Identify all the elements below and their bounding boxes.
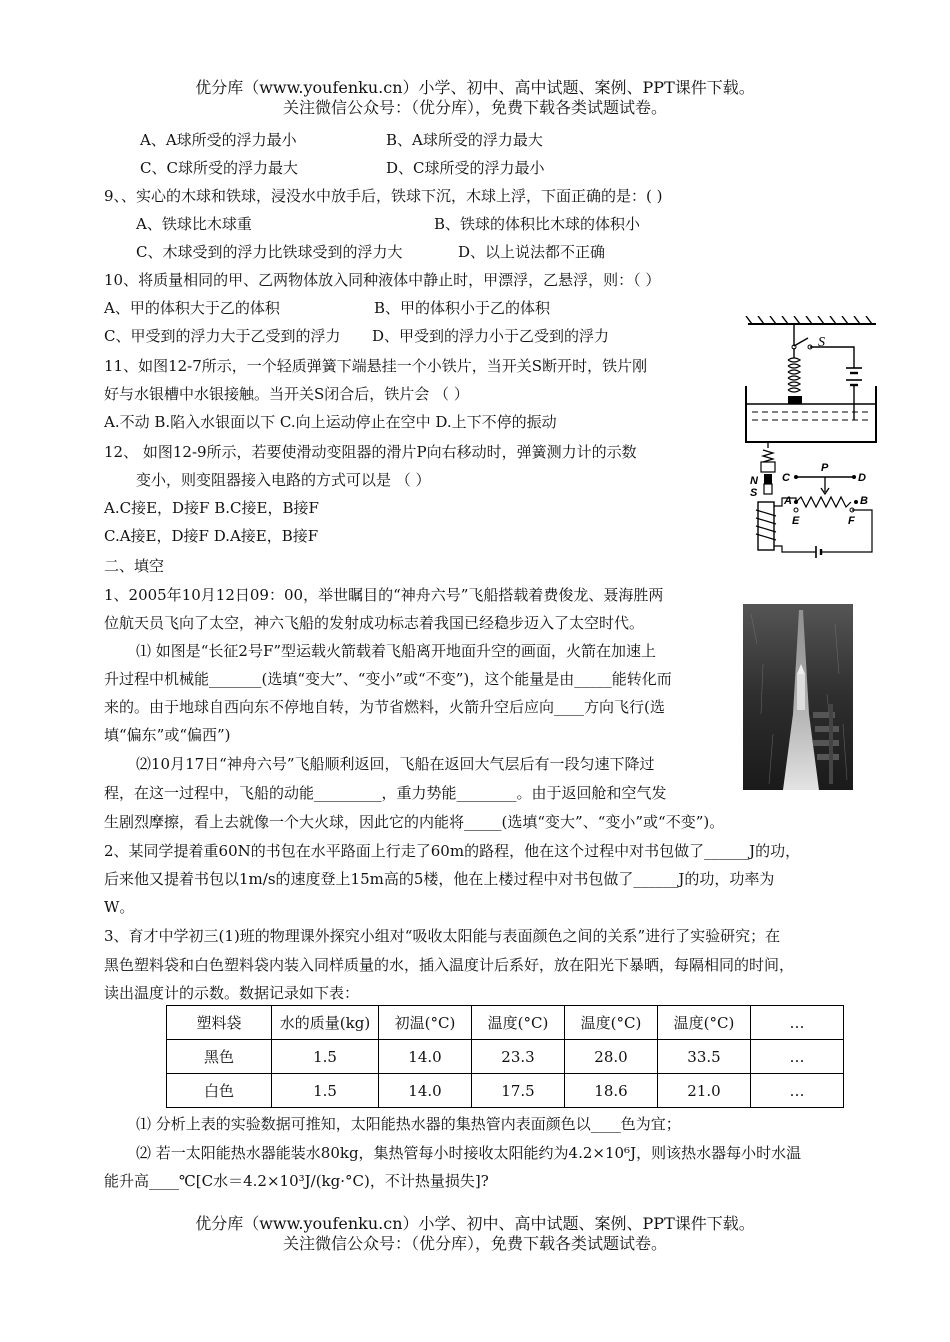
terminal-d-label: D xyxy=(858,472,866,484)
table-header-cell: 温度(°C) xyxy=(472,1006,565,1040)
pole-n-label: N xyxy=(750,475,758,487)
fill1-line2: 位航天员飞向了太空，神六飞船的发射成功标志着我国已经稳步迈入了太空时代。 xyxy=(104,614,645,632)
table-cell: 18.6 xyxy=(565,1074,658,1108)
table-header-cell: 温度(°C) xyxy=(565,1006,658,1040)
figure-12-9-rheostat-circuit xyxy=(748,440,880,558)
fill3-question2-line2: 能升高____℃[C水＝4.2×10³J/(kg·°C)，不计热量损失]? xyxy=(104,1172,489,1190)
q10-option-b: B、甲的体积小于乙的体积 xyxy=(374,299,551,317)
table-cell: 黑色 xyxy=(167,1040,272,1074)
fill1-line3: ⑴ 如图是“长征2号F”型运载火箭载着飞船离开地面升空的画面，火箭在加速上 xyxy=(136,642,657,660)
q10-stem: 10、将质量相同的甲、乙两物体放入同种液体中静止时，甲漂浮，乙悬浮，则：（ ） xyxy=(104,271,661,289)
table-row xyxy=(167,1074,844,1108)
fill1-line7: ⑵10月17日“神舟六号”飞船顺利返回，飞船在返回大气层后有一段匀速下降过 xyxy=(136,755,655,773)
fill3-line3: 读出温度计的示数。数据记录如下表： xyxy=(104,984,360,1002)
q12-options-row2: C.A接E，D接F D.A接E，B接F xyxy=(104,527,319,545)
q10-option-a: A、甲的体积大于乙的体积 xyxy=(104,299,280,317)
q9-option-a: A、铁球比木球重 xyxy=(136,215,252,233)
q8-option-a: A、A球所受的浮力最小 xyxy=(140,131,297,149)
site-footer-line2: 关注微信公众号：（优分库），免费下载各类试题试卷。 xyxy=(282,1234,667,1253)
fill2-line3: W。 xyxy=(104,898,135,916)
q8-option-d: D、C球所受的浮力最小 xyxy=(386,159,545,177)
terminal-c-label: C xyxy=(782,472,790,484)
q9-option-d: D、以上说法都不正确 xyxy=(458,243,606,261)
table-header-cell: 塑料袋 xyxy=(167,1006,272,1040)
fill2-line1: 2、某同学提着重60N的书包在水平路面上行走了60m的路程，他在这个过程中对书包做了______J的功， xyxy=(104,842,801,860)
table-row xyxy=(167,1040,844,1074)
q11-options: A.不动 B.陷入水银面以下 C.向上运动停止在空中 D.上下不停的振动 xyxy=(104,413,557,431)
q12-options-row1: A.C接E，D接F B.C接E，B接F xyxy=(104,499,319,517)
fill1-line1: 1、2005年10月12日09：00，举世瞩目的“神舟六号”飞船搭载着费俊龙、聂海胜两 xyxy=(104,586,664,604)
table-cell: 21.0 xyxy=(658,1074,751,1108)
fill1-line9: 生剧烈摩擦，看上去就像一个大火球，因此它的内能将_____(选填“变大”、“变小”或“不变”)。 xyxy=(104,813,725,831)
table-cell: 14.0 xyxy=(379,1040,472,1074)
table-header-cell: … xyxy=(751,1006,844,1040)
table-cell: 33.5 xyxy=(658,1040,751,1074)
terminal-e-label: E xyxy=(792,515,800,527)
site-banner-line2: 关注微信公众号：（优分库），免费下载各类试题试卷。 xyxy=(282,98,667,117)
fill3-line1: 3、育才中学初三(1)班的物理课外探究小组对“吸收太阳能与表面颜色之间的关系”进行了实验研究；在 xyxy=(104,927,781,945)
terminal-b-label: B xyxy=(860,495,868,507)
table-cell: 28.0 xyxy=(565,1040,658,1074)
fill2-line2: 后来他又提着书包以1m/s的速度登上15m高的5楼，他在上楼过程中对书包做了______J的功，功率为 xyxy=(104,870,775,888)
table-header-cell: 水的质量(kg) xyxy=(272,1006,379,1040)
slider-p-label: P xyxy=(821,462,829,474)
fill1-line4: 升过程中机械能_______(选填“变大”、“变小”或“不变”)，这个能量是由_____能转化而 xyxy=(104,670,672,688)
site-banner-line1: 优分库（www.youfenku.cn）小学、初中、高中试题、案例、PPT课件下载。 xyxy=(195,78,755,97)
terminal-a-label: A xyxy=(784,495,792,507)
q12-stem-line1: 12、 如图12-9所示，若要使滑动变阻器的滑片P向右移动时，弹簧测力计的示数 xyxy=(104,443,637,461)
terminal-f-label: F xyxy=(848,515,855,527)
table-cell: 14.0 xyxy=(379,1074,472,1108)
q11-stem-line1: 11、如图12-7所示，一个轻质弹簧下端悬挂一个小铁片，当开关S断开时，铁片刚 xyxy=(104,357,648,375)
table-header-cell: 温度(°C) xyxy=(658,1006,751,1040)
pole-s-label: S xyxy=(750,487,758,499)
q11-stem-line2: 好与水银槽中水银接触。当开关S闭合后，铁片会 （ ） xyxy=(104,385,469,403)
fill1-line6: 填“偏东”或“偏西”) xyxy=(104,726,231,744)
table-header-row xyxy=(167,1006,844,1040)
q9-option-b: B、铁球的体积比木球的体积小 xyxy=(434,215,641,233)
table-cell: 23.3 xyxy=(472,1040,565,1074)
fill1-line5: 来的。由于地球自西向东不停地自转，为节省燃料，火箭升空后应向____方向飞行(选 xyxy=(104,698,665,716)
table-cell: … xyxy=(751,1074,844,1108)
q8-option-b: B、A球所受的浮力最大 xyxy=(386,131,543,149)
q10-option-d: D、甲受到的浮力小于乙受到的浮力 xyxy=(372,327,610,345)
table-cell: 白色 xyxy=(167,1074,272,1108)
site-footer-line1: 优分库（www.youfenku.cn）小学、初中、高中试题、案例、PPT课件下载。 xyxy=(195,1214,755,1233)
switch-s-label: S xyxy=(818,335,825,350)
table-header-cell: 初温(°C) xyxy=(379,1006,472,1040)
section-fill-in-title: 二、填空 xyxy=(104,557,165,575)
table-cell: 1.5 xyxy=(272,1074,379,1108)
q12-stem-line2: 变小，则变阻器接入电路的方式可以是 （ ） xyxy=(136,471,431,489)
q9-stem: 9、、实心的木球和铁球，浸没水中放手后，铁球下沉，木球上浮，下面正确的是：( ) xyxy=(104,187,663,205)
q9-option-c: C、木球受到的浮力比铁球受到的浮力大 xyxy=(136,243,403,261)
table-cell: 1.5 xyxy=(272,1040,379,1074)
fill3-question1: ⑴ 分析上表的实验数据可推知，太阳能热水器的集热管内表面颜色以____色为宜； xyxy=(136,1115,681,1133)
fill3-line2: 黑色塑料袋和白色塑料袋内装入同样质量的水，插入温度计后系好，放在阳光下暴晒，每隔相同的时间， xyxy=(104,956,795,974)
table-cell: … xyxy=(751,1040,844,1074)
table-cell: 17.5 xyxy=(472,1074,565,1108)
rocket-launch-photo xyxy=(743,604,853,790)
q8-option-c: C、C球所受的浮力最大 xyxy=(140,159,298,177)
temperature-data-table xyxy=(166,1005,844,1108)
fill1-line8: 程，在这一过程中，飞船的动能_________，重力势能________。由于返回舱和空气发 xyxy=(104,784,667,802)
fill3-question2-line1: ⑵ 若一太阳能热水器能装水80kg，集热管每小时接收太阳能约为4.2×10⁶J，则该热水器每小时水温 xyxy=(136,1144,802,1162)
figure-12-7-spring-circuit xyxy=(742,316,882,446)
q10-option-c: C、甲受到的浮力大于乙受到的浮力 xyxy=(104,327,341,345)
